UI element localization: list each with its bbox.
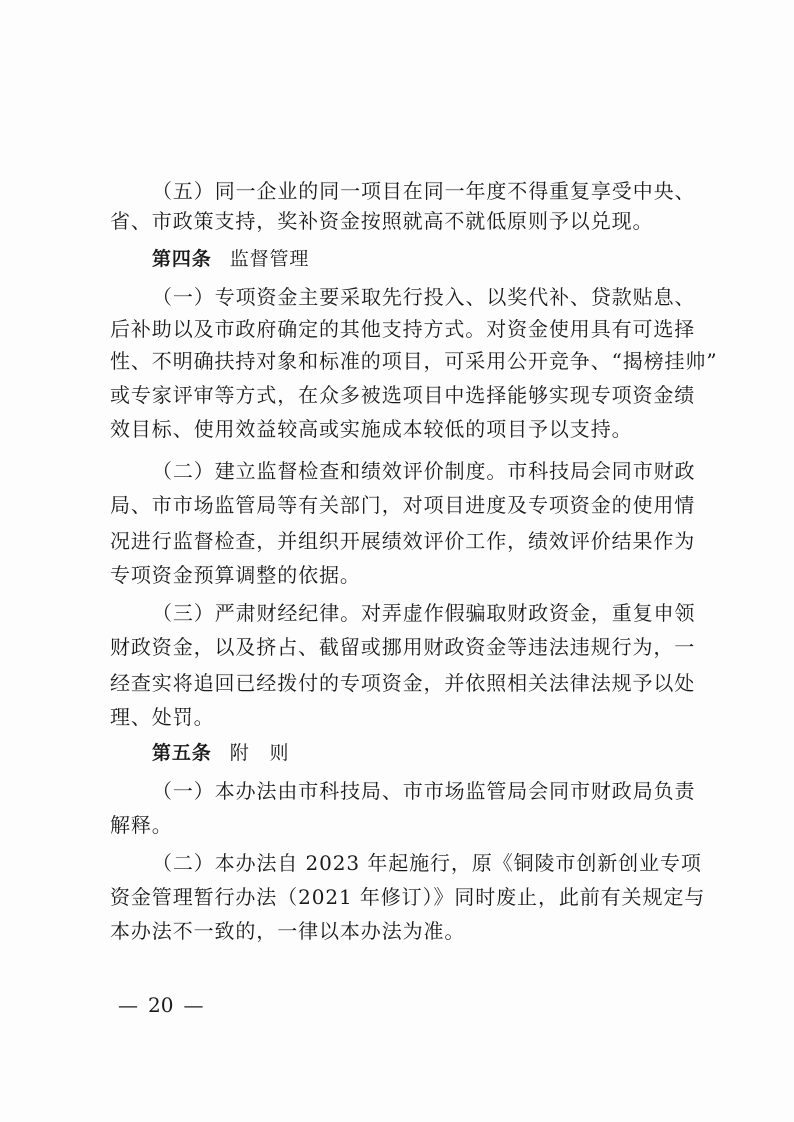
paragraph-line: （五）同一企业的同一项目在同一年度不得重复享受中央、 [152, 179, 696, 203]
paragraph-line: 或专家评审等方式，在众多被选项目中选择能够实现专项资金绩 [110, 383, 696, 407]
paragraph-line: （二）建立监督检查和绩效评价制度。市科技局会同市财政 [152, 459, 696, 483]
paragraph-line: 专项资金预算调整的依据。 [110, 563, 361, 587]
paragraph-line: （一）专项资金主要采取先行投入、以奖代补、贷款贴息、 [152, 285, 696, 309]
paragraph-line: 性、不明确扶持对象和标准的项目，可采用公开竞争、“揭榜挂帅” [110, 349, 718, 373]
article-label: 第四条 [152, 248, 212, 270]
paragraph-line: 资金管理暂行办法（2021 年修订）》同时废止，此前有关规定与 [110, 885, 706, 909]
footer-dash-right: — [183, 993, 204, 1017]
paragraph-line: 后补助以及市政府确定的其他支持方式。对资金使用具有可选择 [110, 317, 696, 341]
paragraph-line: 省、市政策支持，奖补资金按照就高不就低原则予以兑现。 [110, 209, 654, 233]
paragraph-line: 解释。 [110, 813, 173, 837]
paragraph-line: 况进行监督检查，并组织开展绩效评价工作，绩效评价结果作为 [110, 529, 696, 553]
paragraph-line: 经查实将追回已经拨付的专项资金，并依照相关法律法规予以处 [110, 671, 696, 695]
paragraph-line: （一）本办法由市科技局、市市场监管局会同市财政局负责 [152, 779, 696, 803]
paragraph-line: 财政资金，以及挤占、截留或挪用财政资金等违法违规行为，一 [110, 635, 696, 659]
paragraph-line: 效目标、使用效益较高或实施成本较低的项目予以支持。 [110, 417, 633, 441]
footer-dash-left: — [118, 993, 138, 1017]
page-number: 20 [148, 993, 174, 1017]
article-heading [152, 738, 670, 768]
article-title: 附 则 [229, 742, 290, 764]
page-footer [118, 990, 203, 1020]
paragraph-line: 局、市市场监管局等有关部门，对项目进度及专项资金的使用情 [110, 493, 696, 517]
article-label: 第五条 [152, 742, 212, 764]
paragraph-line: 理、处罚。 [110, 705, 215, 729]
article-heading [152, 244, 670, 274]
article-title: 监督管理 [229, 248, 310, 270]
paragraph-line: （二）本办法自 2023 年起施行，原《铜陵市创新创业专项 [152, 851, 702, 875]
paragraph-line: （三）严肃财经纪律。对弄虚作假骗取财政资金，重复申领 [152, 601, 696, 625]
paragraph-line: 本办法不一致的，一律以本办法为准。 [110, 919, 466, 943]
